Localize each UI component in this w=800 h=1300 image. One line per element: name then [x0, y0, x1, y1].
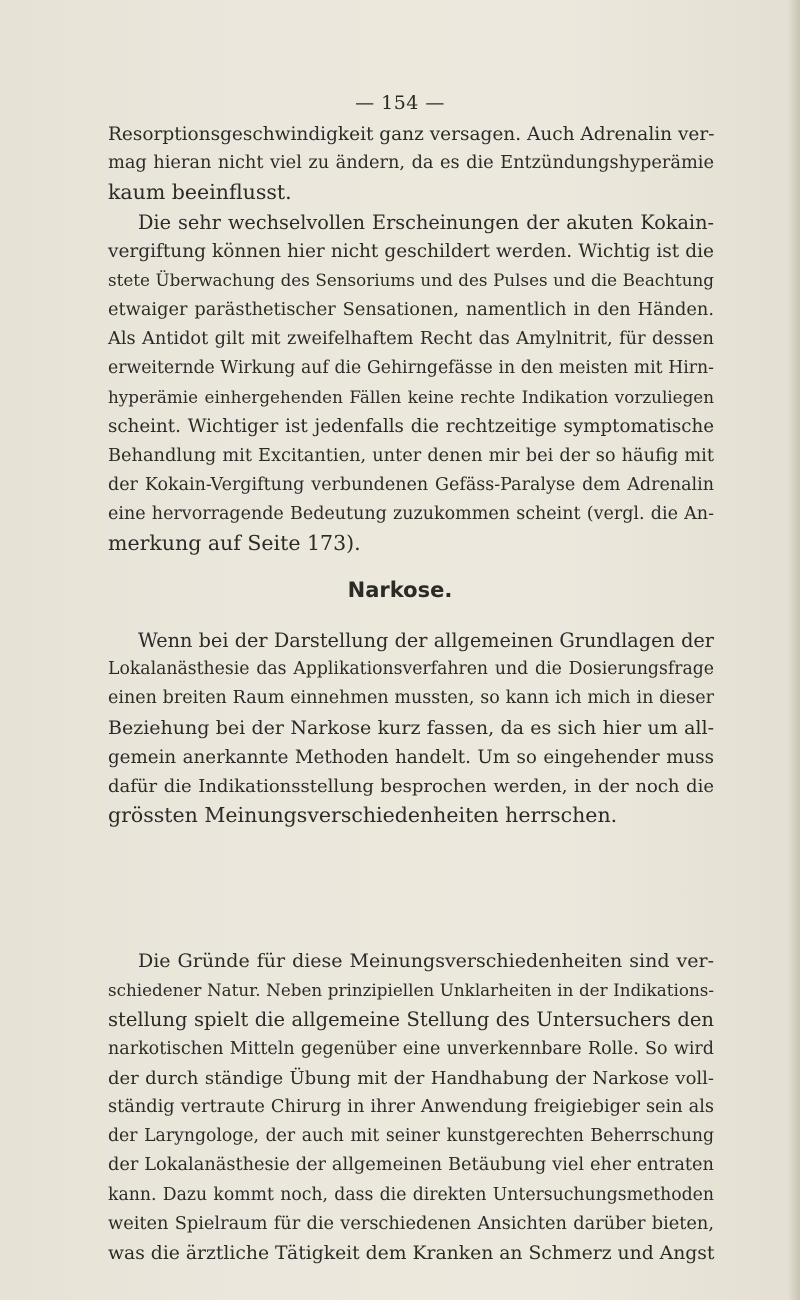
- text-line: stellung spielt die allgemeine Stellung des Untersuchers den: [108, 1008, 714, 1032]
- text-line: weiten Spielraum für die verschiedenen Ansichten darüber bieten,: [108, 1213, 714, 1234]
- text-line: Resorptionsgeschwindigkeit ganz versagen. Auch Adrenalin ver-: [108, 124, 715, 145]
- paragraph-4: [108, 947, 714, 1268]
- text-line: dafür die Indikationsstellung besprochen werden, in der noch die: [108, 776, 714, 798]
- text-line: eine hervorragende Bedeutung zuzukommen scheint (vergl. die An-: [108, 504, 714, 525]
- page-number: — 154 —: [355, 92, 445, 114]
- text-line: Die Gründe für diese Meinungsverschiedenheiten sind ver-: [138, 950, 714, 972]
- text-line: kaum beeinflusst.: [108, 180, 292, 205]
- paragraph-3: [108, 626, 714, 830]
- text-line: grössten Meinungsverschiedenheiten herrschen.: [108, 803, 618, 828]
- text-line: erweiternde Wirkung auf die Gehirngefässe in den meisten mit Hirn-: [108, 358, 714, 379]
- text-line: mag hieran nicht viel zu ändern, da es die Entzündungshyperämie: [108, 153, 714, 174]
- text-line: ständig vertraute Chirurg in ihrer Anwendung freigiebiger sein als: [108, 1097, 714, 1118]
- text-line: Behandlung mit Excitantien, unter denen mir bei der so häufig mit: [108, 445, 714, 466]
- text-line: Als Antidot gilt mit zweifelhaftem Recht das Amylnitrit, für dessen: [108, 328, 714, 349]
- text-line: schiedener Natur. Neben prinzipiellen Unklarheiten in der Indikations-: [108, 980, 714, 1001]
- page-edge-shadow: [788, 0, 800, 1300]
- text-line: stete Überwachung des Sensoriums und des Pulses und die Beachtung: [108, 270, 714, 291]
- text-line: hyperämie einhergehenden Fällen keine rechte Indikation vorzuliegen: [108, 387, 714, 408]
- text-line: der Kokain-Vergiftung verbundenen Gefäss-Paralyse dem Adrenalin: [108, 474, 714, 495]
- text-line: merkung auf Seite 173).: [108, 531, 361, 556]
- text-line: was die ärztliche Tätigkeit dem Kranken an Schmerz und Angst: [108, 1243, 715, 1265]
- paragraph-1: [108, 120, 714, 208]
- text-line: etwaiger parästhetischer Sensationen, namentlich in den Händen.: [108, 299, 714, 320]
- text-line: Lokalanästhesie das Applikationsverfahren und die Dosierungsfrage: [108, 659, 714, 680]
- text-line: gemein anerkannte Methoden handelt. Um so eingehender muss: [108, 746, 714, 768]
- text-line: scheint. Wichtiger ist jedenfalls die rechtzeitige symptomatische: [108, 416, 714, 438]
- text-line: narkotischen Mitteln gegenüber eine unverkennbare Rolle. So wird: [108, 1038, 714, 1059]
- text-line: kann. Dazu kommt noch, dass die direkten Untersuchungsmethoden: [108, 1184, 714, 1205]
- text-line: einen breiten Raum einnehmen mussten, so kann ich mich in dieser: [108, 688, 714, 709]
- text-line: Die sehr wechselvollen Erscheinungen der akuten Kokain-: [138, 211, 714, 234]
- text-line: Beziehung bei der Narkose kurz fassen, da es sich hier um all-: [108, 716, 714, 739]
- text-line: der Laryngologe, der auch mit seiner kunstgerechten Beherrschung: [108, 1126, 714, 1147]
- text-line: der durch ständige Übung mit der Handhabung der Narkose voll-: [108, 1067, 714, 1089]
- text-line: vergiftung können hier nicht geschildert werden. Wichtig ist die: [108, 241, 714, 263]
- paragraph-2: [108, 208, 714, 558]
- section-heading: Narkose.: [347, 578, 453, 602]
- text-line: Wenn bei der Darstellung der allgemeinen Grundlagen der: [138, 629, 714, 652]
- text-line: der Lokalanästhesie der allgemeinen Betäubung viel eher entraten: [108, 1155, 714, 1176]
